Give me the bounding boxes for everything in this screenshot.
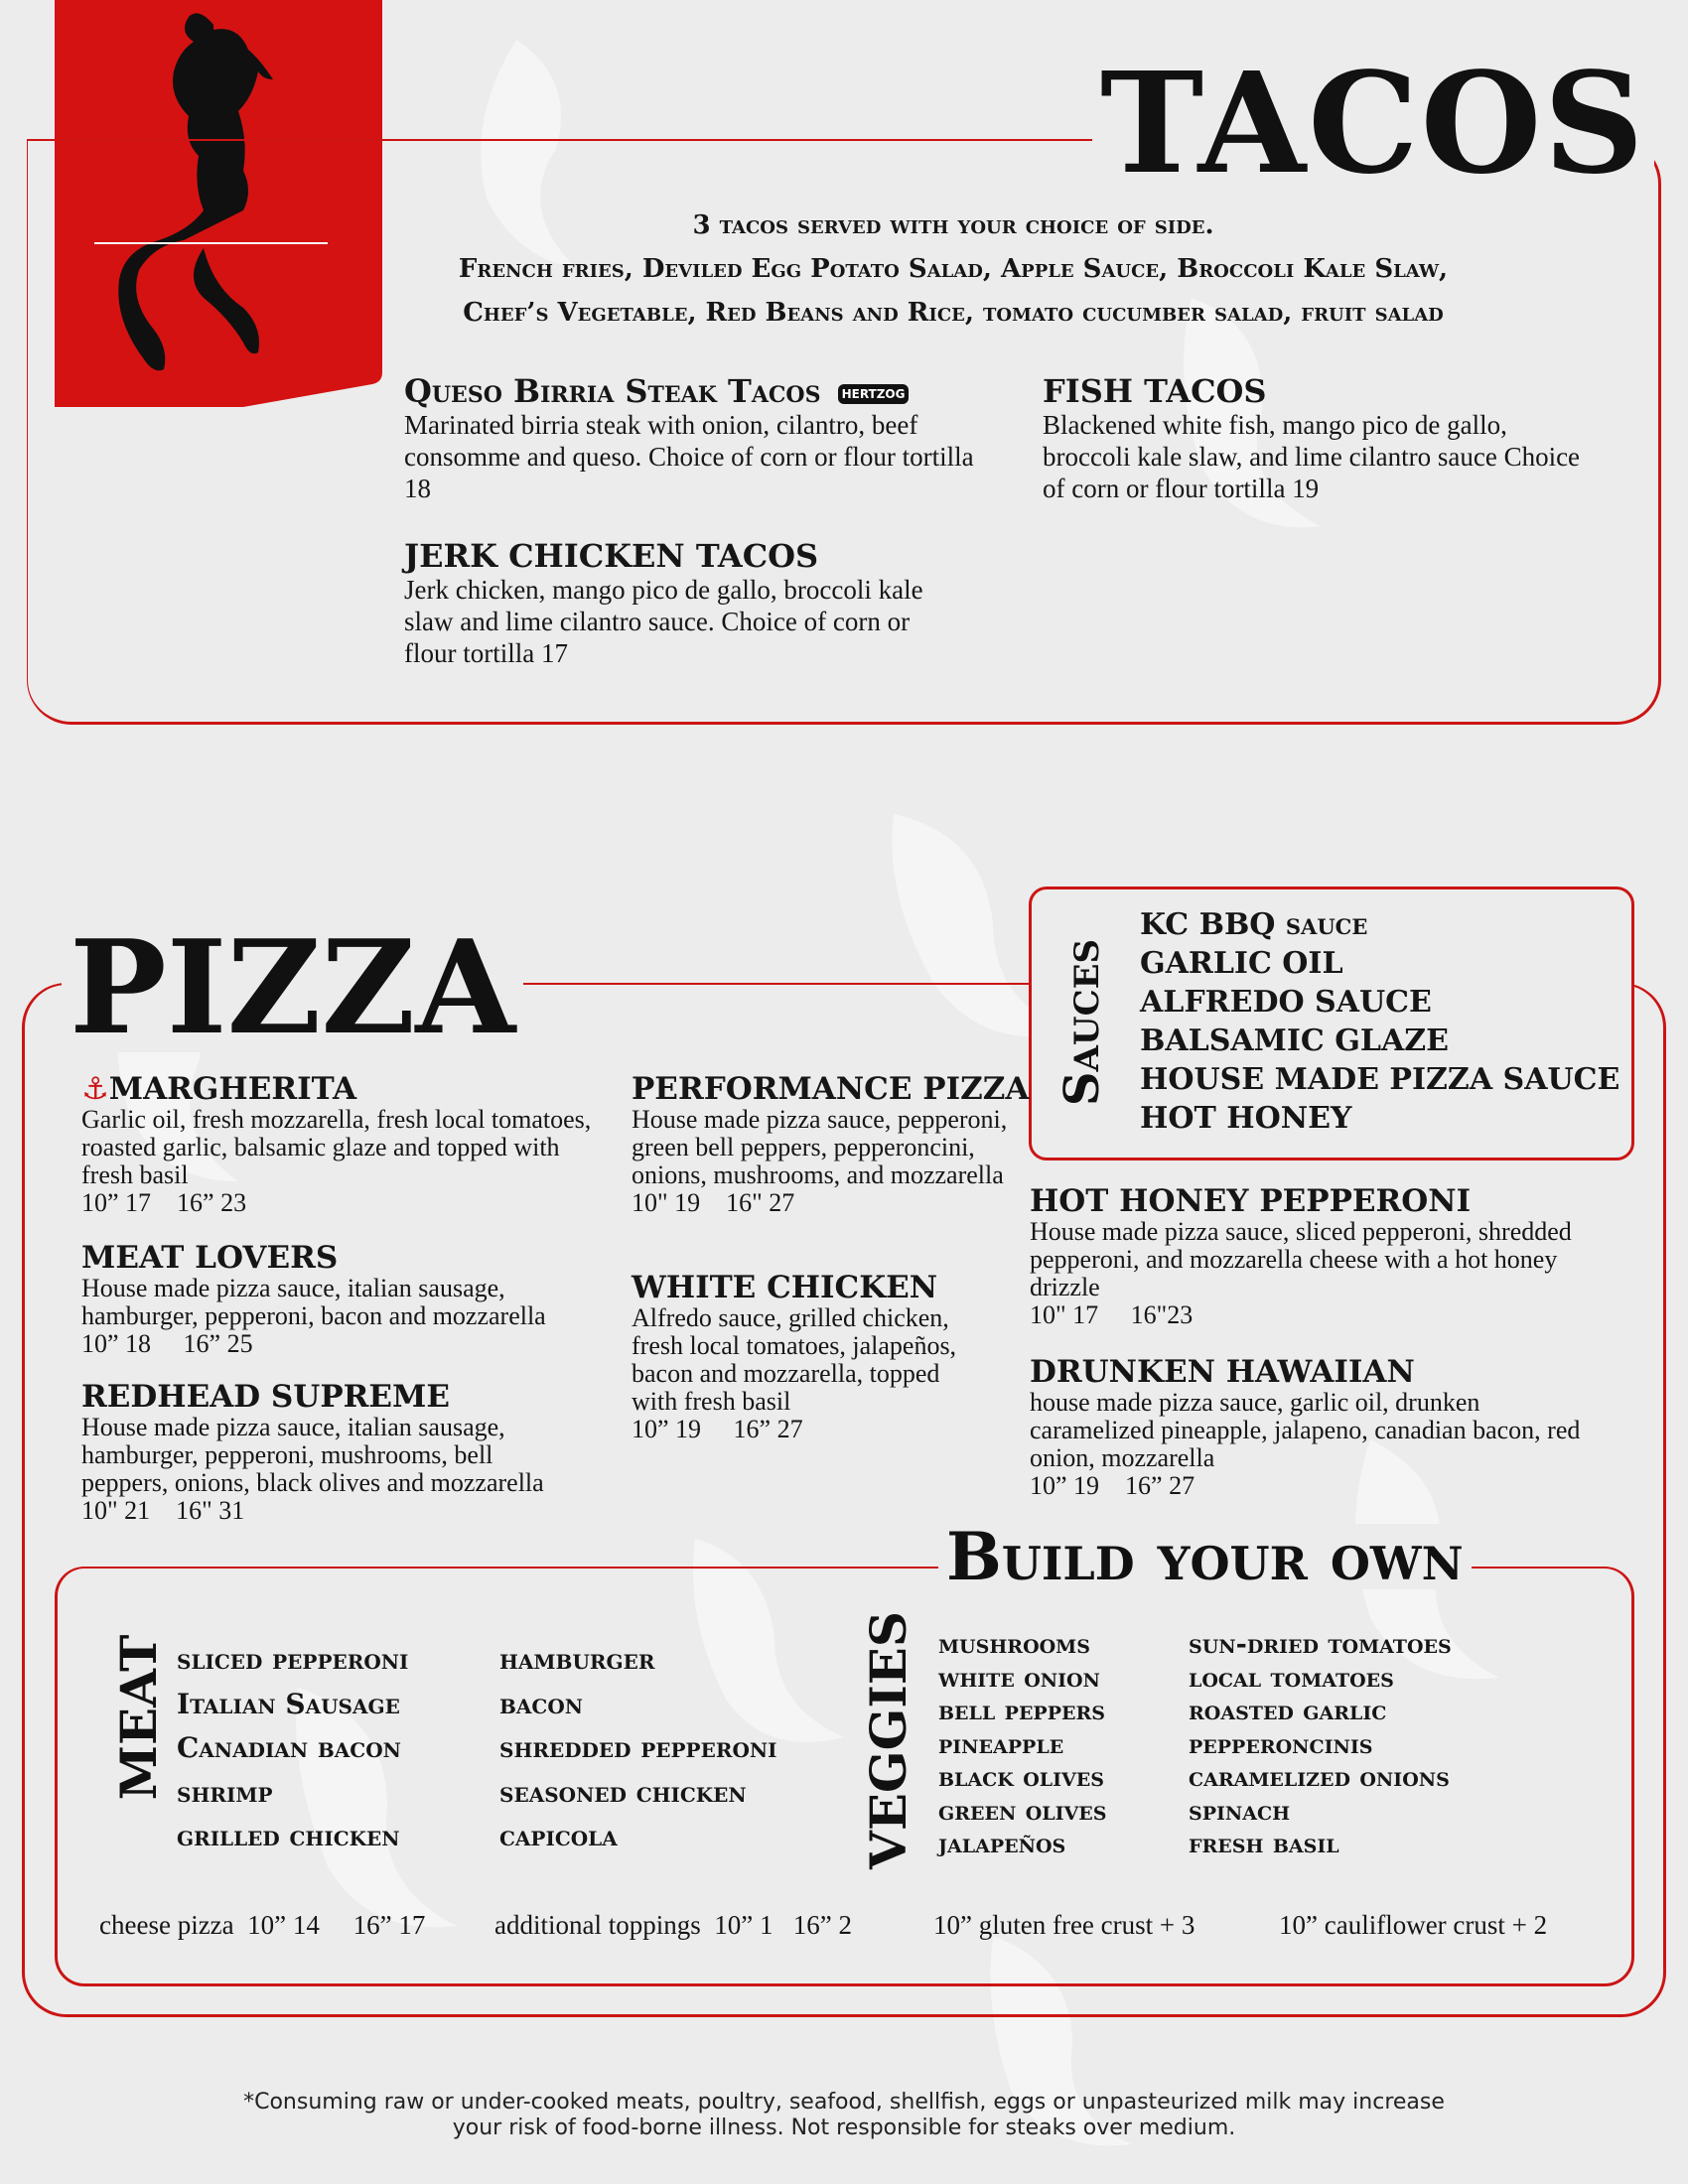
topping-item: caramelized onions — [1189, 1762, 1450, 1793]
meat-label: MEAT — [109, 1634, 168, 1801]
hertzog-logo: HERTZOG — [838, 384, 910, 404]
taco-item-desc: Jerk chicken, mango pico de gallo, broccoli kale slaw and lime cilantro sauce. Choice of corn or flour tortilla 17 — [404, 575, 923, 668]
pizza-item-price: 10” 19 16” 27 — [1030, 1471, 1196, 1500]
pizza-item-performance — [632, 1071, 1030, 1217]
topping-item: bacon — [499, 1687, 584, 1720]
pizza-item-desc: House made pizza sauce, italian sausage, hamburger, pepperoni, bacon and mozzarella — [81, 1274, 546, 1330]
veggies-list-col2 — [1189, 1628, 1452, 1861]
pizza-title: PIZZA — [62, 923, 523, 1052]
sauce-item: ALFREDO SAUCE — [1140, 985, 1432, 1020]
pizza-item-desc: Garlic oil, fresh mozzarella, fresh local tomatoes, roasted garlic, balsamic glaze and topped with fresh basil — [81, 1105, 592, 1189]
taco-item-desc: Blackened white fish, mango pico de gallo, broccoli kale slaw, and lime cilantro sauce Choice of corn or flour tortilla 19 — [1043, 410, 1581, 503]
pizza-item-desc: House made pizza sauce, sliced pepperoni, shredded pepperoni, and mozzarella cheese with a hot honey drizzle — [1030, 1217, 1572, 1301]
topping-item: Canadian bacon — [177, 1731, 401, 1764]
topping-item: seasoned chicken — [499, 1775, 747, 1809]
topping-item: shredded pepperoni — [499, 1731, 777, 1764]
price-gluten-free-crust: 10” gluten free crust + 3 — [933, 1910, 1196, 1940]
sauce-item: HOUSE MADE PIZZA SAUCE — [1140, 1062, 1620, 1097]
topping-item: bell peppers — [938, 1696, 1105, 1726]
pizza-item-desc: House made pizza sauce, pepperoni, green bell peppers, pepperoncini, onions, mushrooms, and mozzarella — [632, 1105, 1008, 1189]
taco-item-queso-birria — [404, 373, 980, 504]
tacos-intro-line: 3 tacos served with your choice of side. — [692, 210, 1214, 240]
pizza-item-hot-honey-pepperoni — [1030, 1184, 1616, 1329]
sauce-item: HOT HONEY — [1140, 1101, 1352, 1136]
tacos-intro — [328, 204, 1579, 335]
pizza-item-meat-lovers — [81, 1241, 618, 1358]
topping-item: sun-dried tomatoes — [1189, 1629, 1452, 1660]
pizza-item-name: PERFORMANCE PIZZA — [632, 1071, 1030, 1107]
pizza-item-desc: House made pizza sauce, italian sausage, hamburger, pepperoni, mushrooms, bell peppers, onions, black olives and mozzarella — [81, 1413, 544, 1497]
topping-item: green olives — [938, 1795, 1107, 1827]
sauces-list — [1140, 905, 1619, 1138]
pizza-item-desc: Alfredo sauce, grilled chicken, fresh local tomatoes, jalapeños, bacon and mozzarella, topped with fresh basil — [632, 1303, 957, 1416]
meat-list-col1 — [177, 1638, 408, 1859]
pizza-item-name: MARGHERITA — [108, 1071, 357, 1107]
pizza-item-price: 10" 19 16" 27 — [632, 1188, 795, 1217]
pizza-item-redhead-supreme — [81, 1380, 578, 1525]
topping-item: shrimp — [177, 1775, 273, 1809]
pizza-item-name: HOT HONEY PEPPERONI — [1030, 1183, 1472, 1219]
pizza-item-desc: house made pizza sauce, garlic oil, drunken caramelized pineapple, jalapeno, canadian bacon, red onion, mozzarella — [1030, 1388, 1581, 1472]
topping-item: roasted garlic — [1189, 1696, 1387, 1726]
sauce-item: KC BBQ sauce — [1140, 907, 1368, 942]
build-your-own-title: Build your own — [938, 1524, 1472, 1589]
topping-item: pepperoncinis — [1189, 1728, 1373, 1760]
pizza-item-name: MEAT LOVERS — [81, 1240, 339, 1276]
pizza-item-white-chicken — [632, 1271, 969, 1443]
veggies-list-col1 — [938, 1628, 1107, 1861]
sauces-label: Sauces — [1055, 938, 1110, 1107]
topping-item: spinach — [1189, 1795, 1291, 1827]
taco-item-fish — [1043, 373, 1599, 504]
pizza-item-name: DRUNKEN HAWAIIAN — [1030, 1354, 1415, 1390]
topping-item: mushrooms — [938, 1629, 1090, 1660]
topping-item: sliced pepperoni — [177, 1643, 409, 1676]
taco-item-name: Queso Birria Steak Tacos — [404, 372, 821, 410]
tacos-intro-line: French fries, Deviled Egg Potato Salad, Apple Sauce, Broccoli Kale Slaw, — [458, 254, 1449, 284]
meat-list-col2 — [499, 1638, 777, 1859]
disclaimer-line: your risk of food-borne illness. Not responsible for steaks over medium. — [452, 2116, 1236, 2140]
disclaimer-line: *Consuming raw or under-cooked meats, poultry, seafood, shellfish, eggs or unpasteurized milk may increase — [243, 2090, 1445, 2115]
topping-item: pineapple — [938, 1728, 1064, 1760]
anchor-icon: ⚓ — [81, 1071, 109, 1107]
pizza-item-drunken-hawaiian — [1030, 1355, 1586, 1500]
sauce-item: GARLIC OIL — [1140, 946, 1343, 981]
pizza-item-name: WHITE CHICKEN — [632, 1270, 938, 1305]
taco-item-name: FISH TACOS — [1043, 372, 1267, 410]
pizza-item-name: REDHEAD SUPREME — [81, 1379, 450, 1415]
taco-item-desc: Marinated birria steak with onion, cilantro, beef consomme and queso. Choice of corn or flour tortilla 18 — [404, 410, 974, 503]
taco-item-name: JERK CHICKEN TACOS — [404, 537, 819, 575]
price-cauliflower-crust: 10” cauliflower crust + 2 — [1279, 1910, 1548, 1940]
taco-item-jerk-chicken — [404, 538, 960, 669]
topping-item: white onion — [938, 1662, 1100, 1694]
topping-item: black olives — [938, 1762, 1104, 1793]
topping-item: local tomatoes — [1189, 1662, 1394, 1694]
price-cheese-pizza: cheese pizza 10” 14 16” 17 — [99, 1910, 426, 1940]
topping-item: jalapeños — [938, 1829, 1066, 1859]
pizza-item-price: 10” 17 16” 23 — [81, 1188, 247, 1217]
topping-item: Italian Sausage — [177, 1687, 400, 1720]
tacos-intro-line: Chef’s Vegetable, Red Beans and Rice, tomato cucumber salad, fruit salad — [463, 298, 1444, 328]
pizza-item-price: 10” 18 16” 25 — [81, 1329, 253, 1358]
veggies-label: VEGGIES — [859, 1611, 917, 1869]
disclaimer — [149, 2090, 1539, 2141]
tacos-title: TACOS — [1092, 55, 1654, 194]
pizza-item-margherita — [81, 1072, 598, 1217]
topping-item: grilled chicken — [177, 1820, 400, 1852]
sauce-item: BALSAMIC GLAZE — [1140, 1024, 1449, 1058]
topping-item: hamburger — [499, 1643, 655, 1676]
price-additional-toppings: additional toppings 10” 1 16” 2 — [494, 1910, 852, 1940]
topping-item: fresh basil — [1189, 1829, 1339, 1859]
pizza-item-price: 10” 19 16” 27 — [632, 1415, 803, 1443]
topping-item: capicola — [499, 1820, 618, 1852]
pizza-item-price: 10" 17 16"23 — [1030, 1300, 1194, 1329]
pizza-item-price: 10" 21 16" 31 — [81, 1496, 245, 1525]
